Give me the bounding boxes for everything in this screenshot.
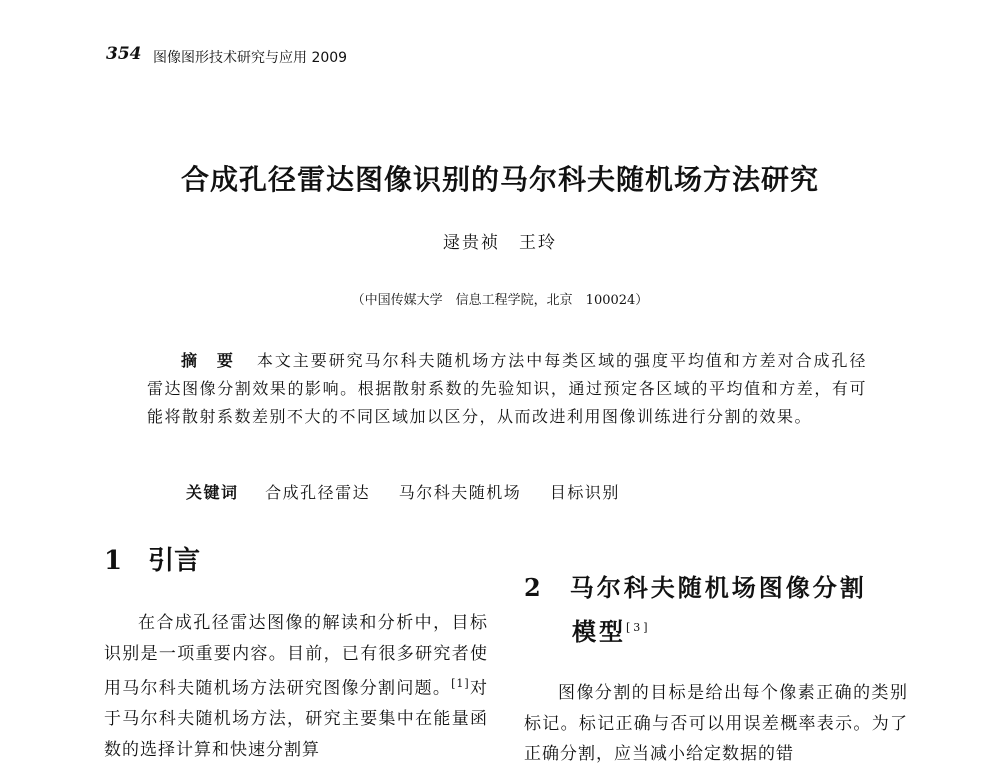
keywords-label: 关键词: [186, 483, 239, 502]
citation: [1]: [451, 677, 470, 690]
paper-title: 合成孔径雷达图像识别的马尔科夫随机场方法研究: [180, 163, 819, 196]
affiliation: （中国传媒大学 信息工程学院，北京 100024）: [351, 293, 649, 308]
paragraph-text: 在合成孔径雷达图像的解读和分析中，目标识别是一项重要内容。目前，已有很多研究者使用马尔科夫随机场方法研究图像分割问题。: [104, 613, 488, 699]
paragraph-text: 对于马尔科夫随机场方法，研究主要集中在能量函数的选择计算和快速分割算: [104, 678, 489, 760]
section-1-paragraph: [104, 608, 488, 765]
section-number: 1: [104, 546, 123, 576]
abstract: [147, 347, 867, 431]
section-2-paragraph: [524, 678, 908, 770]
citation: [3]: [626, 621, 651, 634]
abstract-text: 本文主要研究马尔科夫随机场方法中每类区域的强度平均值和方差对合成孔径雷达图像分割效果的影响。根据散射系数的先验知识，通过预定各区域的平均值和方差，有可能将散射系数差别不大的不同区域加以区分，从而改进利用图像训练进行分割的效果。: [147, 351, 867, 426]
section-2-heading: [524, 568, 924, 652]
journal-name: 图像图形技术研究与应用 2009: [153, 50, 348, 66]
section-title: 引言: [148, 546, 201, 576]
section-number: 2: [524, 573, 544, 602]
keyword-item: 目标识别: [549, 483, 620, 502]
paragraph-text: 图像分割的目标是给出每个像素正确的类别标记。标记正确与否可以用误差概率表示。为了正确分割，应当减小给定数据的错: [524, 683, 908, 764]
keywords: [186, 480, 642, 503]
keyword-item: 马尔科夫随机场: [398, 483, 522, 502]
section-title-continued: 模型: [572, 617, 626, 646]
section-title: 马尔科夫随机场图像分割: [569, 573, 867, 602]
keyword-item: 合成孔径雷达: [265, 483, 371, 502]
authors: 逯贵祯 王玲: [443, 233, 557, 253]
abstract-label: 摘 要: [181, 351, 235, 370]
section-1-heading: [104, 540, 200, 577]
page-number: 354: [106, 44, 142, 64]
